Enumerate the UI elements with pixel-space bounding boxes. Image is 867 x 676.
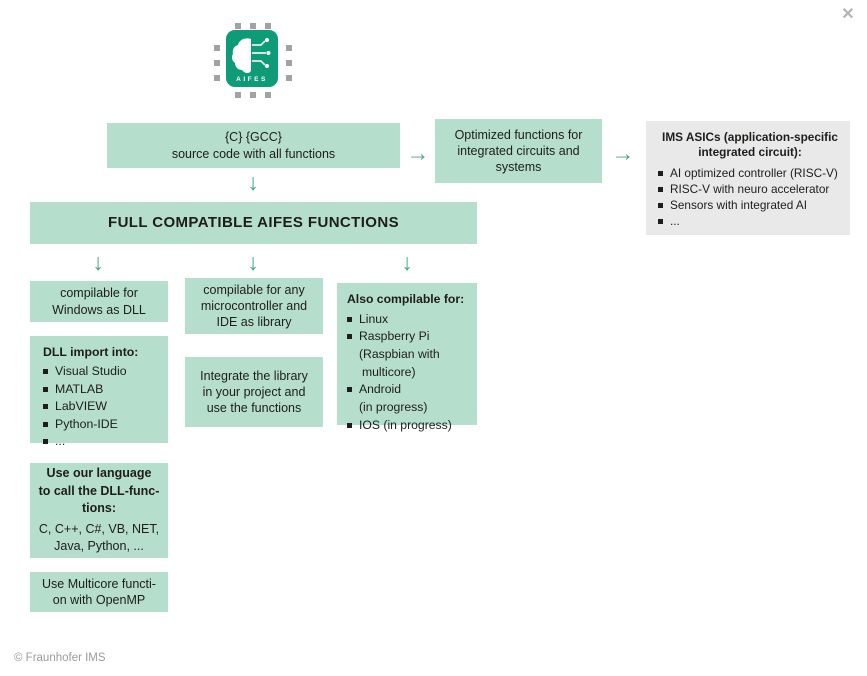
- microcontroller-line: compilable for any: [203, 282, 305, 297]
- asics-item: RISC-V with neuro accelerator: [670, 181, 830, 196]
- bullet-icon: [658, 219, 663, 224]
- chip-pin: [250, 23, 256, 29]
- list-item: [658, 165, 842, 181]
- list-item: [658, 213, 842, 229]
- asics-title-line: IMS ASICs (application-specific: [662, 130, 838, 144]
- optimized-line: Optimized functions for: [454, 127, 583, 142]
- asics-item: ...: [670, 214, 680, 229]
- list-item: [43, 416, 162, 433]
- chip-pin: [214, 75, 220, 81]
- chip-label: AIFES: [236, 76, 268, 83]
- multicore-line: Use Multicore functi-: [42, 576, 156, 591]
- language-head-line: tions:: [81, 500, 117, 515]
- platform-line: multicore): [362, 364, 416, 379]
- microcontroller-line: microcontroller and: [200, 298, 308, 313]
- chip-pin: [286, 75, 292, 81]
- chip-pin: [265, 92, 271, 98]
- asics-item: AI optimized controller (RISC-V): [670, 165, 838, 180]
- platform-line: Linux: [359, 311, 389, 326]
- list-item: [658, 181, 842, 197]
- list-item: [347, 311, 471, 329]
- chip-pin: [286, 45, 292, 51]
- language-box: [30, 463, 168, 558]
- chip-pin: [286, 60, 292, 66]
- bullet-icon: [347, 423, 352, 428]
- bullet-icon: [43, 404, 48, 409]
- dll-import-item: Python-IDE: [55, 416, 118, 431]
- bullet-icon: [43, 369, 48, 374]
- platform-line: (Raspbian with: [359, 347, 440, 362]
- windows-dll-box: [30, 281, 168, 322]
- windows-dll-line: Windows as DLL: [52, 302, 146, 317]
- dll-import-box: [30, 336, 168, 449]
- arrow-down-icon: ↓: [247, 249, 259, 275]
- bullet-icon: [347, 334, 352, 339]
- list-item: [347, 328, 471, 381]
- optimized-line: integrated circuits and: [457, 143, 580, 158]
- platform-line: (in progress): [359, 400, 428, 415]
- platform-line: Android: [359, 382, 402, 397]
- microcontroller-line: IDE as library: [216, 315, 292, 330]
- bullet-icon: [658, 171, 663, 176]
- dll-import-item: Visual Studio: [55, 364, 127, 379]
- source-code-box: [107, 123, 400, 168]
- arrow-down-icon: ↓: [247, 169, 259, 195]
- list-item: [43, 363, 162, 380]
- aifes-logo: [212, 18, 296, 102]
- bullet-icon: [347, 387, 352, 392]
- chip-pin: [235, 92, 241, 98]
- microcontroller-box: [185, 278, 323, 334]
- bullet-icon: [347, 317, 352, 322]
- integrate-line: Integrate the library: [200, 368, 308, 383]
- platforms-title: Also compilable for:: [347, 292, 465, 306]
- platform-line: IOS (in progress): [359, 417, 452, 432]
- chip-pin: [250, 92, 256, 98]
- source-code-line: {C} {GCC}: [225, 130, 282, 145]
- list-item: [347, 417, 471, 435]
- list-item: [43, 381, 162, 398]
- dll-import-item: MATLAB: [55, 381, 104, 396]
- copyright-text: © Fraunhofer IMS: [14, 652, 106, 664]
- dll-import-item: LabVIEW: [55, 399, 107, 414]
- asics-item: Sensors with integrated AI: [670, 198, 808, 213]
- bullet-icon: [43, 387, 48, 392]
- list-item: [347, 381, 471, 416]
- language-list-line: C, C++, C#, VB, NET,: [38, 522, 160, 537]
- optimized-functions-box: [435, 119, 602, 183]
- multicore-box: [30, 572, 168, 612]
- bullet-icon: [43, 439, 48, 444]
- chip-pin: [265, 23, 271, 29]
- list-item: [43, 433, 162, 450]
- bullet-icon: [43, 422, 48, 427]
- integrate-line: in your project and: [202, 384, 306, 399]
- list-item: [43, 398, 162, 415]
- arrow-right-icon: →: [406, 140, 430, 166]
- full-compatible-label: FULL COMPATIBLE AIFES FUNCTIONS: [108, 214, 399, 232]
- arrow-right-icon: →: [611, 140, 635, 166]
- language-head-line: to call the DLL-func-: [38, 483, 160, 498]
- dll-import-item: ...: [55, 434, 66, 449]
- integrate-library-box: [185, 357, 323, 427]
- asics-title-line: integrated circuit):: [698, 145, 802, 160]
- language-list-line: Java, Python, ...: [54, 539, 144, 554]
- multicore-line: on with OpenMP: [52, 593, 146, 607]
- chip-pin: [214, 45, 220, 51]
- bullet-icon: [658, 187, 663, 192]
- list-item: [658, 197, 842, 213]
- arrow-down-icon: ↓: [92, 249, 104, 275]
- full-compatible-box: [30, 202, 477, 244]
- optimized-line: systems: [495, 160, 542, 175]
- ims-asics-box: [646, 121, 850, 235]
- close-icon[interactable]: ✕: [841, 6, 855, 23]
- platform-line: Raspberry Pi: [359, 329, 430, 344]
- integrate-line: use the functions: [206, 401, 302, 416]
- dll-import-title: DLL import into:: [43, 345, 139, 359]
- source-code-line: source code with all functions: [171, 146, 336, 161]
- chip-body: [226, 30, 278, 87]
- windows-dll-line: compilable for: [60, 286, 138, 301]
- arrow-down-icon: ↓: [401, 249, 413, 275]
- chip-pin: [214, 60, 220, 66]
- chip-pin: [235, 23, 241, 29]
- language-head-line: Use our language: [46, 466, 152, 481]
- bullet-icon: [658, 203, 663, 208]
- platforms-box: [337, 283, 477, 432]
